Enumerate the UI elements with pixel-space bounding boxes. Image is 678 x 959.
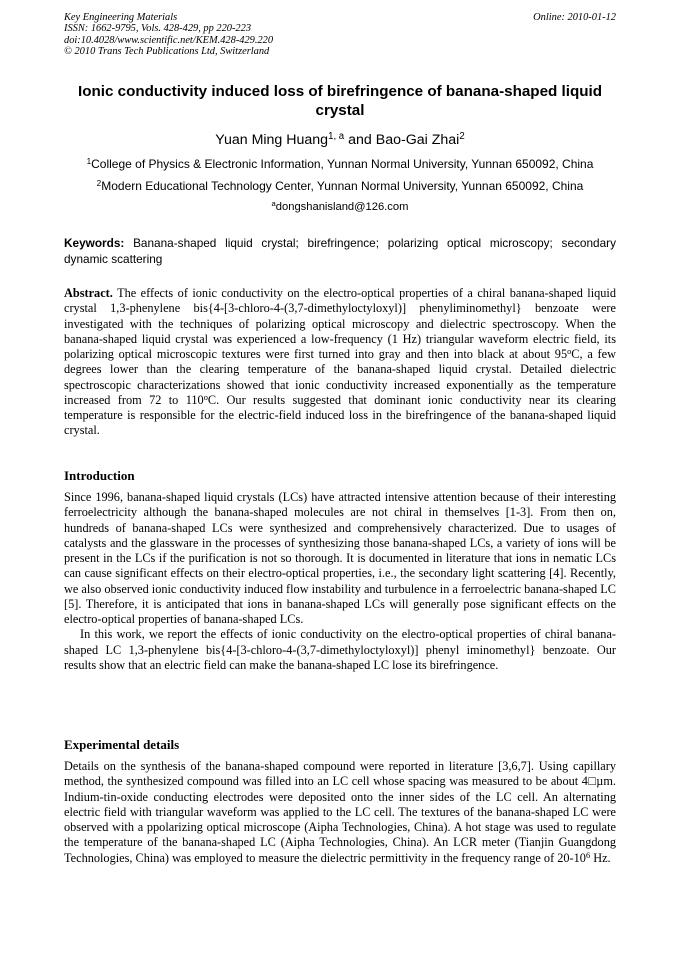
experimental-heading: Experimental details <box>64 737 180 752</box>
experimental-body <box>64 759 616 866</box>
keywords <box>64 235 616 267</box>
abstract-sup-2: o <box>203 392 208 402</box>
affiliation-2-text: Modern Educational Technology Center, Yunnan Normal University, Yunnan 650092, China <box>101 179 584 193</box>
author-1: Yuan Ming Huang <box>215 132 329 148</box>
abstract-sup-1: o <box>567 346 572 356</box>
introduction-paragraph-1: Since 1996, banana-shaped liquid crystals (LCs) have attracted intensive attention because of their interesting ferroelectricity although the banana-shaped molecules are not chiral in themselves [1-3]. From then on, hundreds of banana-shaped LCs were synthesized and comprehensively characterized. Due to usages of catalysts and the glassware in the processes of synthesizing those banana-shaped LCs, a variety of ions will be present in the LCs if the purification is not so thorough. It is documented in literature that ions in nematic LCs can cause significant effects on their electro-optical properties, i.e., the secondary light scattering [4]. Recently, we also observed ionic conductivity induced flow instability and turbulence in a ferroelectric banana-shaped LC [5]. Therefore, it is anticipated that ions in banana-shaped LCs will generally pose significant effects on the electro-optical properties of banana-shaped LCs. <box>64 490 616 626</box>
abstract-text-3: C. Our results suggested that dominant ionic conductivity near its clearing temperature is responsible for the electric-field induced loss in the birefringence of the banana-shaped liquid crystal. <box>64 392 616 438</box>
affiliation-1-text: College of Physics & Electronic Information, Yunnan Normal University, Yunnan 650092, China <box>91 157 594 171</box>
introduction-paragraph-2: In this work, we report the effects of ionic conductivity on the electro-optical properties of chiral banana-shaped LC 1,3-phenylene bis{4-[3-chloro-4-(3,7-dimethyloctyloxyl)] phenyl iminomethyl} benzoate. Our results show that an electric field can make the banana-shaped LC lose its birefringence. <box>64 627 616 672</box>
abstract-text-2: C, a few degrees lower than the clearing temperature of the banana-shaped liquid crystal. Detailed dielectric spectroscopic characterizations showed that ionic conductivity increased exponentially as the temperature increased from 72 to 110 <box>64 347 616 407</box>
affiliation-1-sup: 1 <box>86 156 92 166</box>
abstract-label: Abstract. <box>64 286 113 300</box>
affiliation-1 <box>64 157 616 172</box>
journal-header <box>64 12 616 58</box>
keywords-text: Banana-shaped liquid crystal; birefringence; polarizing optical microscopy; secondary dynamic scattering <box>64 236 616 267</box>
journal-name: Key Engineering Materials <box>64 12 178 23</box>
abstract-text-1: The effects of ionic conductivity on the electro-optical properties of a chiral banana-shaped liquid crystal 1,3-phenylene bis{4-[3-chloro-4-(3,7-dimethyloctyloxyl)] phenyliminomethyl} benzoate were investigated with the techniques of polarizing optical microscopy and dielectric spectroscopy. When the banana-shaped liquid crystal was experienced a low-frequency (1 Hz) triangular waveform electric field, its polarizing optical microscopic textures were first turned into gray and then into black at about 95 <box>64 286 616 361</box>
introduction-heading: Introduction <box>64 468 135 483</box>
affiliation-2-sup: 2 <box>96 178 102 188</box>
email-sup: a <box>271 199 276 209</box>
author-and: and <box>344 132 376 148</box>
experimental-text-1: Details on the synthesis of the banana-shaped compound were reported in literature [3,6,7]. Using capillary method, the synthesized compound was filled into an LC cell whose spacing was measured to be about 4□µm. Indium-tin-oxide conducting electrodes were deposited onto the inner sides of the LC cell. An alternating electric field with triangular waveform was applied to the LC cell. The textures of the banana-shaped LC were observed with a ppolarizing optical microscope (Aipha Technologies, China). A hot stage was used to regulate the temperature of the banana-shaped LC (Aipha Technologies, China). An LCR meter (Tianjin Guangdong Technologies, China) was employed to measure the dielectric permittivity in the frequency range of 20-10 <box>64 759 616 865</box>
issn-line: ISSN: 1662-9795, Vols. 428-429, pp 220-223 <box>64 23 252 35</box>
copyright-line: © 2010 Trans Tech Publications Ltd, Switzerland <box>64 46 270 58</box>
introduction-body <box>64 490 616 673</box>
keywords-label: Keywords: <box>64 236 125 250</box>
author-2-sup: 2 <box>459 131 465 143</box>
abstract <box>64 286 616 439</box>
author-2: Bao-Gai Zhai <box>375 132 460 148</box>
author-line <box>64 131 616 149</box>
paper-title: Ionic conductivity induced loss of birefringence of banana-shaped liquid crystal <box>77 83 603 119</box>
experimental-text-2: Hz. <box>590 850 611 865</box>
doi-line: doi:10.4028/www.scientific.net/KEM.428-429.220 <box>64 34 274 46</box>
online-date: Online: 2010-01-12 <box>533 12 616 23</box>
affiliation-2 <box>64 179 616 194</box>
author-1-sup: 1, a <box>328 131 345 143</box>
email-text: dongshanisland@126.com <box>275 201 409 213</box>
author-email <box>64 200 616 214</box>
experimental-sup: 6 <box>585 850 591 860</box>
